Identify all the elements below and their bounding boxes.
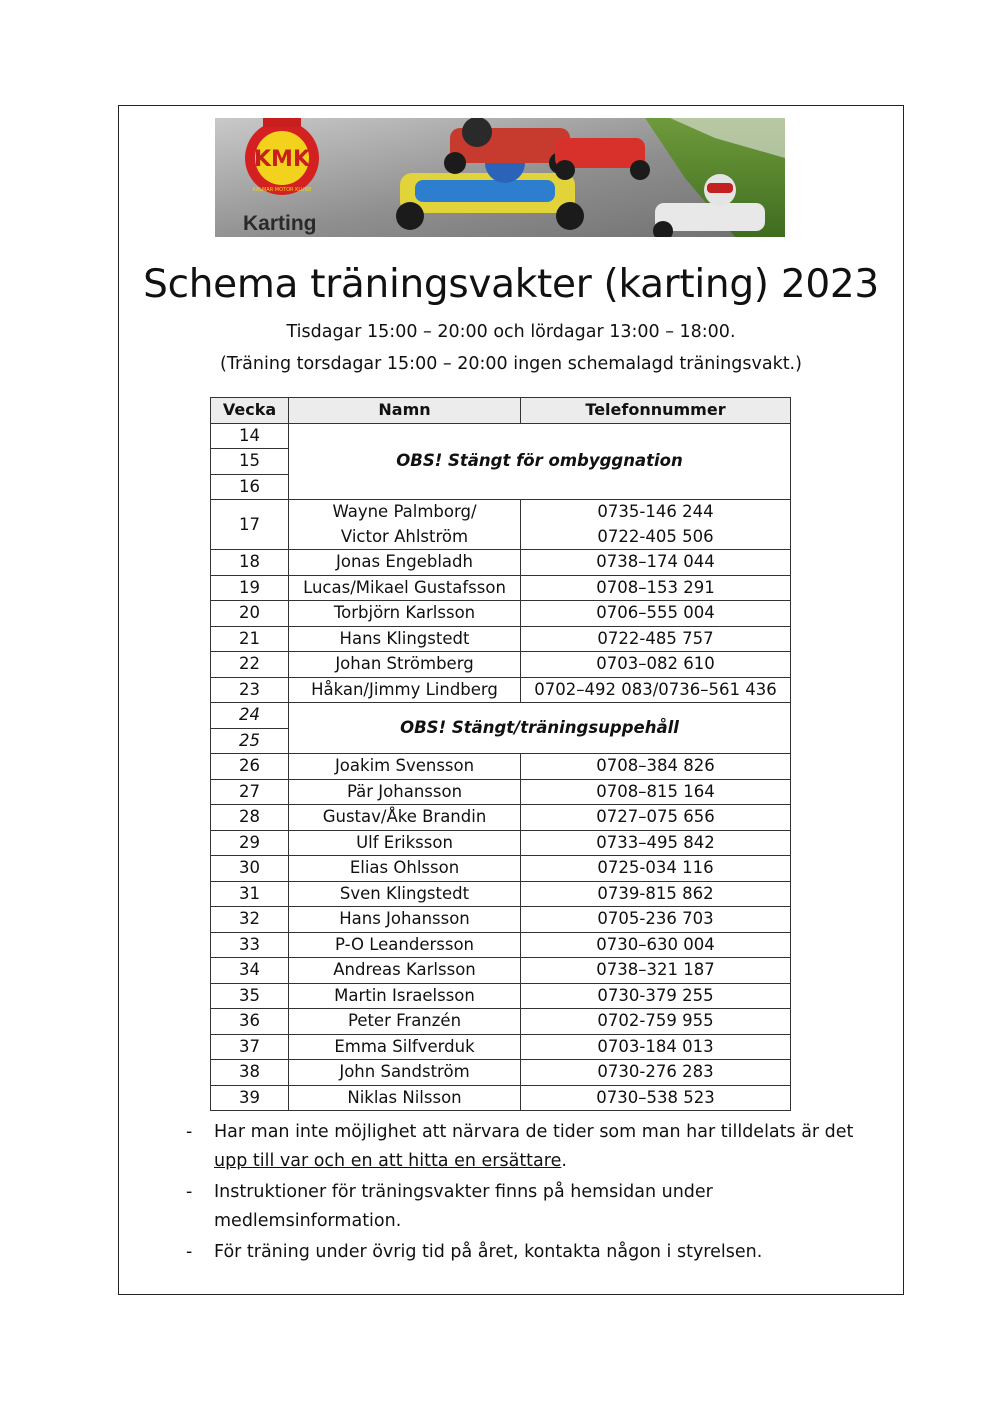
note-dash: - (186, 1182, 193, 1202)
week-cell: 28 (211, 805, 289, 831)
name-cell: Gustav/Åke Brandin (289, 805, 521, 831)
table-row (211, 932, 791, 958)
subtitle-hours: Tisdagar 15:00 – 20:00 och lördagar 13:00 – 18:00. (286, 322, 736, 342)
name-cell: Jonas Engebladh (289, 550, 521, 576)
week-cell: 30 (211, 856, 289, 882)
phone-cell: 0738–174 044 (521, 550, 791, 576)
table-row (211, 652, 791, 678)
table-row (211, 856, 791, 882)
phone-cell: 0730–630 004 (521, 932, 791, 958)
week-cell: 38 (211, 1060, 289, 1086)
week-cell: 39 (211, 1085, 289, 1111)
name-cell: Håkan/Jimmy Lindberg (289, 677, 521, 703)
table-row (211, 830, 791, 856)
note-item (186, 1178, 876, 1236)
phone-line: 0735-146 244 (597, 502, 714, 521)
note-text: Instruktioner för träningsvakter finns på hemsidan under medlemsinformation. (214, 1182, 713, 1231)
karting-banner (215, 118, 785, 237)
name-line: Victor Ahlström (340, 526, 469, 546)
phone-cell: 0705-236 703 (521, 907, 791, 933)
week-cell: 37 (211, 1034, 289, 1060)
phone-cell: 0727–075 656 (521, 805, 791, 831)
name-cell: Hans Johansson (289, 907, 521, 933)
phone-cell: 0706–555 004 (521, 601, 791, 627)
subtitle-note: (Träning torsdagar 15:00 – 20:00 ingen schemalagd träningsvakt.) (220, 354, 802, 374)
phone-cell (521, 500, 791, 550)
phone-cell: 0722-485 757 (521, 626, 791, 652)
logo-letters: KMK (254, 147, 310, 172)
week-cell: 29 (211, 830, 289, 856)
week-cell: 18 (211, 550, 289, 576)
name-cell: Hans Klingstedt (289, 626, 521, 652)
table-row (211, 677, 791, 703)
closed-notice: OBS! Stängt/träningsuppehåll (289, 703, 791, 754)
name-cell: P-O Leandersson (289, 932, 521, 958)
name-cell: Andreas Karlsson (289, 958, 521, 984)
phone-cell: 0708–384 826 (521, 754, 791, 780)
phone-cell: 0725-034 116 (521, 856, 791, 882)
note-text (214, 1118, 876, 1176)
phone-cell: 0708–815 164 (521, 779, 791, 805)
week-cell: 34 (211, 958, 289, 984)
week-cell: 20 (211, 601, 289, 627)
name-cell: Peter Franzén (289, 1009, 521, 1035)
table-row (211, 958, 791, 984)
table-row (211, 754, 791, 780)
week-cell: 32 (211, 907, 289, 933)
week-cell: 24 (211, 703, 289, 729)
note-item (186, 1118, 876, 1176)
phone-cell: 0730-379 255 (521, 983, 791, 1009)
page-title: Schema träningsvakter (karting) 2023 (143, 262, 879, 307)
name-cell: Torbjörn Karlsson (289, 601, 521, 627)
table-row (211, 575, 791, 601)
name-cell: Johan Strömberg (289, 652, 521, 678)
note-dash: - (186, 1242, 193, 1262)
week-cell: 14 (211, 423, 289, 449)
table-row (211, 601, 791, 627)
name-cell: Elias Ohlsson (289, 856, 521, 882)
name-cell: Joakim Svensson (289, 754, 521, 780)
table-row (211, 500, 791, 550)
name-cell: Sven Klingstedt (289, 881, 521, 907)
table-row (211, 907, 791, 933)
table-row (211, 1085, 791, 1111)
note-dash: - (186, 1122, 193, 1142)
week-cell: 16 (211, 474, 289, 500)
phone-cell: 0738–321 187 (521, 958, 791, 984)
header-week: Vecka (211, 398, 289, 424)
note-text: För träning under övrig tid på året, kontakta någon i styrelsen. (214, 1242, 763, 1262)
table-row (211, 1009, 791, 1035)
phone-cell: 0733–495 842 (521, 830, 791, 856)
table-row (211, 550, 791, 576)
schedule-table (210, 397, 791, 1111)
name-cell (289, 500, 521, 550)
week-cell: 21 (211, 626, 289, 652)
name-cell: Emma Silfverduk (289, 1034, 521, 1060)
week-cell: 19 (211, 575, 289, 601)
week-cell: 35 (211, 983, 289, 1009)
name-cell: Lucas/Mikael Gustafsson (289, 575, 521, 601)
week-cell: 17 (211, 500, 289, 550)
name-cell: John Sandström (289, 1060, 521, 1086)
phone-cell: 0703–082 610 (521, 652, 791, 678)
phone-cell: 0702–492 083/0736–561 436 (521, 677, 791, 703)
table-row (211, 805, 791, 831)
banner-image (215, 118, 785, 237)
table-row (211, 703, 791, 729)
note-text-part: . (561, 1151, 567, 1171)
note-underlined-text: upp till var och en att hitta en ersättare (214, 1151, 562, 1171)
week-cell: 15 (211, 449, 289, 475)
phone-cell: 0730–538 523 (521, 1085, 791, 1111)
logo-ring-text: KALMAR MOTOR KLUBB (252, 187, 312, 193)
table-row (211, 881, 791, 907)
table-row (211, 983, 791, 1009)
notes-list (186, 1118, 876, 1269)
week-cell: 31 (211, 881, 289, 907)
week-cell: 22 (211, 652, 289, 678)
name-cell: Martin Israelsson (289, 983, 521, 1009)
table-row (211, 779, 791, 805)
table-row (211, 1034, 791, 1060)
table-header-row (211, 398, 791, 424)
name-cell: Ulf Eriksson (289, 830, 521, 856)
note-item (186, 1238, 876, 1267)
note-text-part: Har man inte möjlighet att närvara de tider som man har tilldelats är det (214, 1122, 854, 1142)
name-cell: Niklas Nilsson (289, 1085, 521, 1111)
week-cell: 33 (211, 932, 289, 958)
header-phone: Telefonnummer (521, 398, 791, 424)
table-row (211, 423, 791, 449)
logo-text: Karting (243, 212, 317, 235)
phone-cell: 0730-276 283 (521, 1060, 791, 1086)
phone-cell: 0708–153 291 (521, 575, 791, 601)
week-cell: 25 (211, 728, 289, 754)
header-name: Namn (289, 398, 521, 424)
week-cell: 23 (211, 677, 289, 703)
name-line: Wayne Palmborg/ (332, 502, 477, 521)
week-cell: 26 (211, 754, 289, 780)
phone-cell: 0702-759 955 (521, 1009, 791, 1035)
closed-notice: OBS! Stängt för ombyggnation (289, 423, 791, 500)
phone-cell: 0739-815 862 (521, 881, 791, 907)
week-cell: 27 (211, 779, 289, 805)
phone-line: 0722-405 506 (597, 526, 714, 546)
table-row (211, 1060, 791, 1086)
table-row (211, 626, 791, 652)
name-cell: Pär Johansson (289, 779, 521, 805)
week-cell: 36 (211, 1009, 289, 1035)
phone-cell: 0703-184 013 (521, 1034, 791, 1060)
